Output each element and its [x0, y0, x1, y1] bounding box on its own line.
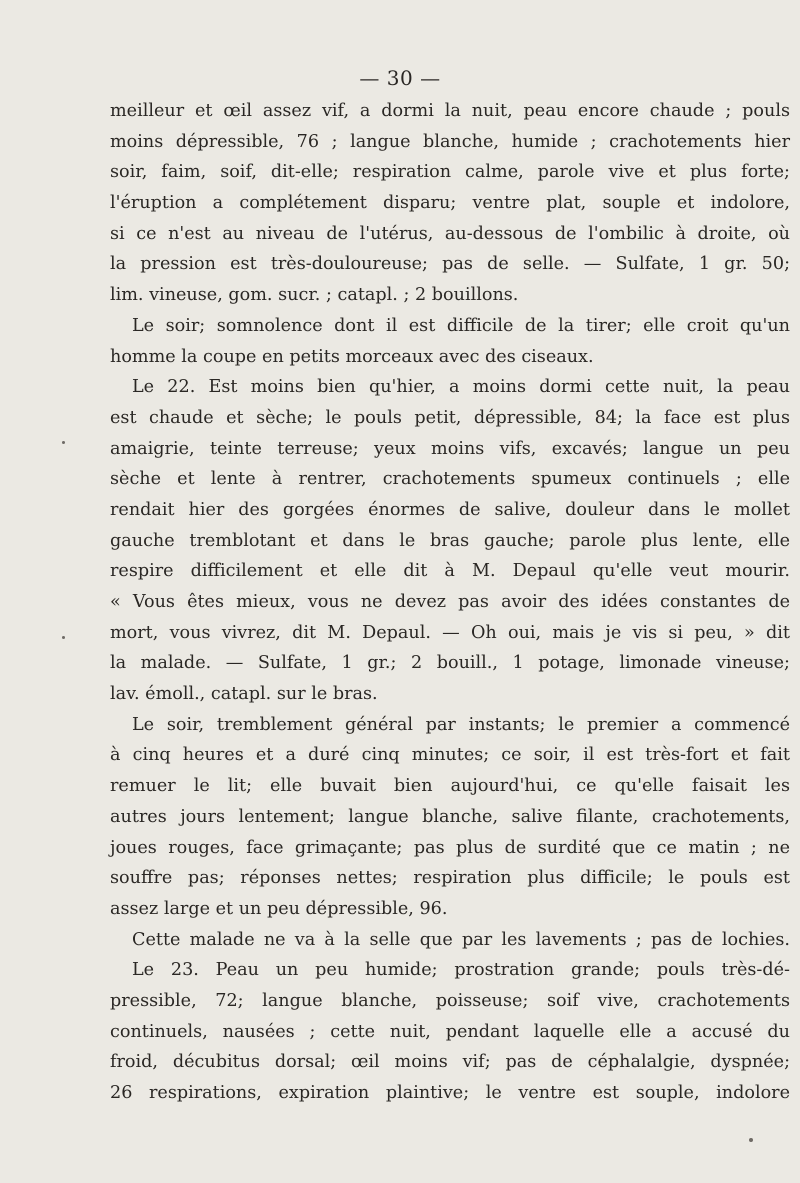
- paper-speck: [749, 1138, 753, 1142]
- text-line: autres jours lentement; langue blanche, salive filante, crachotements,: [110, 806, 790, 827]
- text-line: froid, décubitus dorsal; œil moins vif; pas de céphalalgie, dyspnée;: [110, 1052, 790, 1073]
- text-line: à cinq heures et a duré cinq minutes; ce soir, il est très-fort et fait: [110, 745, 790, 766]
- text-line: si ce n'est au niveau de l'utérus, au-dessous de l'ombilic à droite, où: [110, 223, 790, 244]
- text-line: gauche tremblotant et dans le bras gauche; parole plus lente, elle: [110, 530, 790, 551]
- text-line: Le soir; somnolence dont il est difficile de la tirer; elle croit qu'un: [132, 315, 790, 336]
- text-line: lim. vineuse, gom. sucr. ; catapl. ; 2 bouillons.: [110, 285, 519, 306]
- text-line: assez large et un peu dépressible, 96.: [110, 898, 448, 919]
- paper-speck: [62, 636, 65, 639]
- text-line: moins dépressible, 76 ; langue blanche, humide ; crachotements hier: [110, 131, 790, 152]
- text-line: 26 respirations, expiration plaintive; le ventre est souple, indolore: [110, 1083, 790, 1103]
- text-line: Le 22. Est moins bien qu'hier, a moins dormi cette nuit, la peau: [132, 377, 790, 398]
- text-line: mort, vous vivrez, dit M. Depaul. — Oh oui, mais je vis si peu, » dit: [110, 622, 790, 643]
- text-line: remuer le lit; elle buvait bien aujourd'hui, ce qu'elle faisait les: [110, 776, 790, 797]
- text-line: sèche et lente à rentrer, crachotements spumeux continuels ; elle: [110, 469, 790, 490]
- paper-speck: [62, 441, 65, 444]
- text-line: lav. émoll., catapl. sur le bras.: [110, 684, 378, 705]
- text-line: la pression est très-douloureuse; pas de selle. — Sulfate, 1 gr. 50;: [110, 254, 790, 275]
- text-line: souffre pas; réponses nettes; respiration plus difficile; le pouls est: [110, 868, 790, 889]
- text-line: respire difficilement et elle dit à M. Depaul qu'elle veut mourir.: [110, 561, 790, 582]
- body-text: [110, 96, 790, 1109]
- text-line: Cette malade ne va à la selle que par les lavements ; pas de lochies.: [132, 929, 790, 950]
- text-line: rendait hier des gorgées énormes de salive, douleur dans le mollet: [110, 499, 790, 520]
- text-line: soir, faim, soif, dit-elle; respiration calme, parole vive et plus forte;: [110, 162, 790, 183]
- text-line: meilleur et œil assez vif, a dormi la nuit, peau encore chaude ; pouls: [110, 101, 790, 121]
- text-line: Le 23. Peau un peu humide; prostration grande; pouls très-dé-: [132, 960, 790, 981]
- text-line: continuels, nausées ; cette nuit, pendant laquelle elle a accusé du: [110, 1021, 790, 1042]
- text-line: l'éruption a complétement disparu; ventre plat, souple et indolore,: [110, 193, 790, 214]
- text-line: Le soir, tremblement général par instants; le premier a commencé: [132, 714, 790, 735]
- text-line: la malade. — Sulfate, 1 gr.; 2 bouill., 1 potage, limonade vineuse;: [110, 653, 790, 674]
- text-line: homme la coupe en petits morceaux avec des ciseaux.: [110, 346, 594, 367]
- text-line: « Vous êtes mieux, vous ne devez pas avoir des idées constantes de: [110, 592, 790, 612]
- text-line: est chaude et sèche; le pouls petit, dépressible, 84; la face est plus: [110, 407, 790, 428]
- text-line: pressible, 72; langue blanche, poisseuse; soif vive, crachotements: [110, 990, 790, 1011]
- text-line: amaigrie, teinte terreuse; yeux moins vifs, excavés; langue un peu: [110, 438, 790, 459]
- text-line: joues rouges, face grimaçante; pas plus de surdité que ce matin ; ne: [110, 837, 790, 858]
- page-number: — 30 —: [359, 66, 441, 90]
